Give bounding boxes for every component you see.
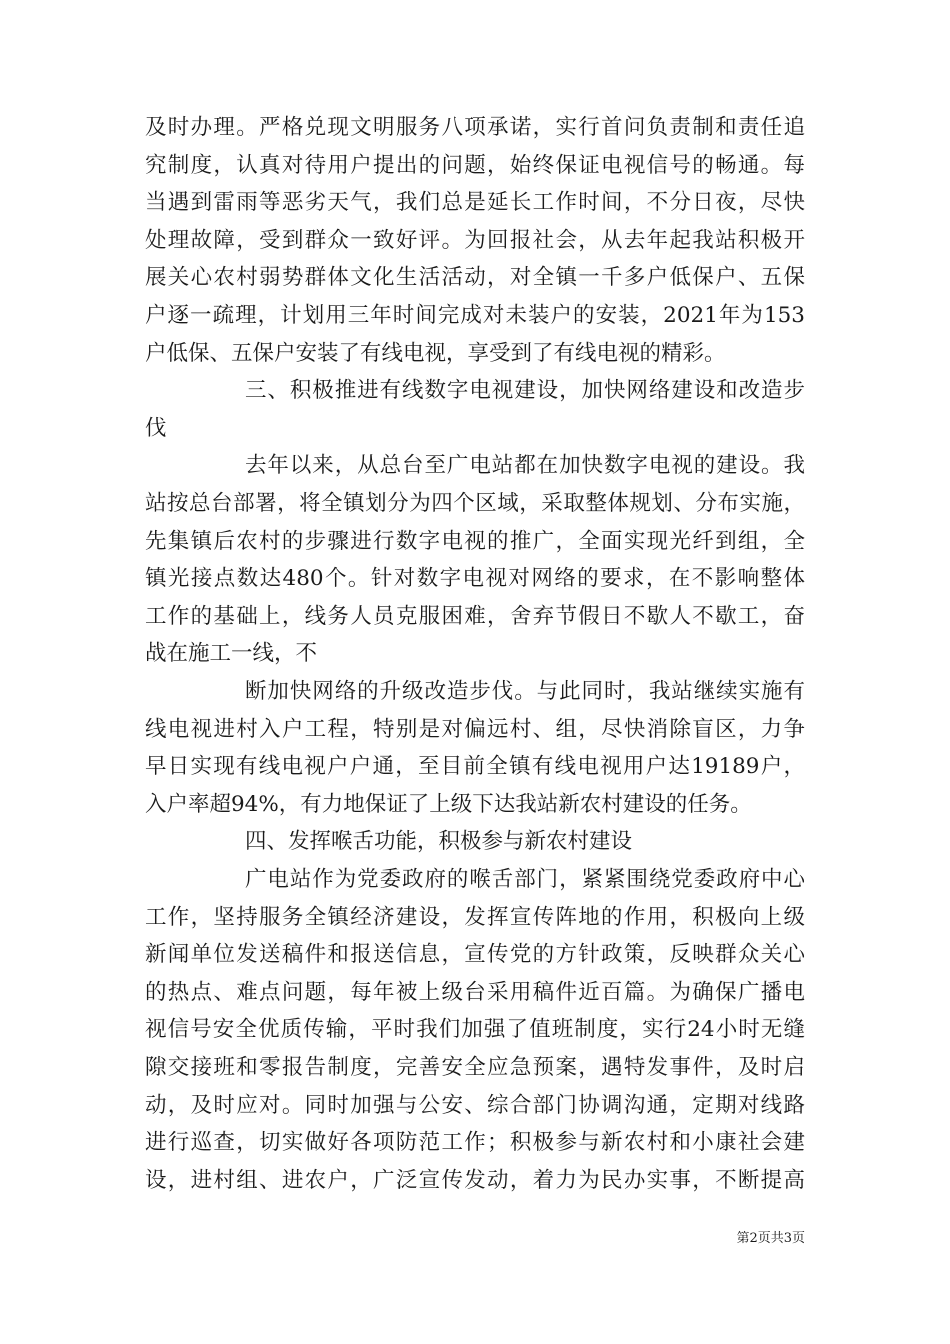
body-line: 户逐一疏理，计划用三年时间完成对未装户的安装，2021年为153 — [145, 303, 805, 328]
body-line: 站按总台部署，将全镇划分为四个区域，采取整体规划、分布实施， — [145, 491, 805, 516]
body-line: 展关心农村弱势群体文化生活活动，对全镇一千多户低保户、五保 — [145, 265, 805, 291]
body-line: 的热点、难点问题，每年被上级台采用稿件近百篇。为确保广播电 — [145, 979, 805, 1005]
body-line: 视信号安全优质传输，平时我们加强了值班制度，实行24小时无缝 — [145, 1017, 805, 1043]
body-line: 早日实现有线电视户户通，至目前全镇有线电视用户达19189户， — [145, 754, 805, 780]
section-heading-3: 三、积极推进有线数字电视建设，加快网络建设和改造步 — [245, 378, 805, 404]
body-line: 工作的基础上，线务人员克服困难，舍弃节假日不歇人不歇工，奋 — [145, 603, 805, 629]
body-line: 去年以来，从总台至广电站都在加快数字电视的建设。我 — [245, 453, 805, 479]
body-line: 当遇到雷雨等恶劣天气，我们总是延长工作时间，不分日夜，尽快 — [145, 190, 805, 216]
body-line: 战在施工一线，不 — [145, 641, 318, 667]
body-line: 究制度，认真对待用户提出的问题，始终保证电视信号的畅通。每 — [145, 152, 805, 178]
body-line: 入户率超94%，有力地保证了上级下达我站新农村建设的任务。 — [145, 791, 752, 817]
body-line: 隙交接班和零报告制度，完善安全应急预案，遇特发事件，及时启 — [145, 1055, 805, 1080]
page-number-footer: 第2页共3页 — [736, 1231, 805, 1246]
body-line: 新闻单位发送稿件和报送信息，宣传党的方针政策，反映群众关心 — [145, 942, 805, 968]
body-line: 工作，坚持服务全镇经济建设，发挥宣传阵地的作用，积极向上级 — [145, 904, 805, 930]
body-line: 镇光接点数达480个。针对数字电视对网络的要求，在不影响整体 — [145, 566, 805, 592]
section-heading-4: 四、发挥喉舌功能，积极参与新农村建设 — [245, 829, 633, 855]
body-line: 及时办理。严格兑现文明服务八项承诺，实行首问负责制和责任追 — [145, 115, 805, 140]
body-line: 进行巡查，切实做好各项防范工作；积极参与新农村和小康社会建 — [145, 1130, 805, 1156]
body-line: 先集镇后农村的步骤进行数字电视的推广，全面实现光纤到组，全 — [145, 528, 805, 554]
body-line: 线电视进村入户工程，特别是对偏远村、组，尽快消除盲区，力争 — [145, 716, 805, 742]
body-line: 户低保、五保户安装了有线电视，享受到了有线电视的精彩。 — [145, 340, 726, 366]
body-line: 动，及时应对。同时加强与公安、综合部门协调沟通，定期对线路 — [145, 1092, 805, 1118]
body-line: 设，进村组、进农户，广泛宣传发动，着力为民办实事，不断提高 — [145, 1167, 805, 1193]
body-line: 广电站作为党委政府的喉舌部门，紧紧围绕党委政府中心 — [245, 867, 805, 892]
body-line: 处理故障，受到群众一致好评。为回报社会，从去年起我站积极开 — [145, 227, 805, 253]
section-heading-3-cont: 伐 — [145, 415, 167, 441]
body-line: 断加快网络的升级改造步伐。与此同时，我站继续实施有 — [245, 679, 805, 704]
